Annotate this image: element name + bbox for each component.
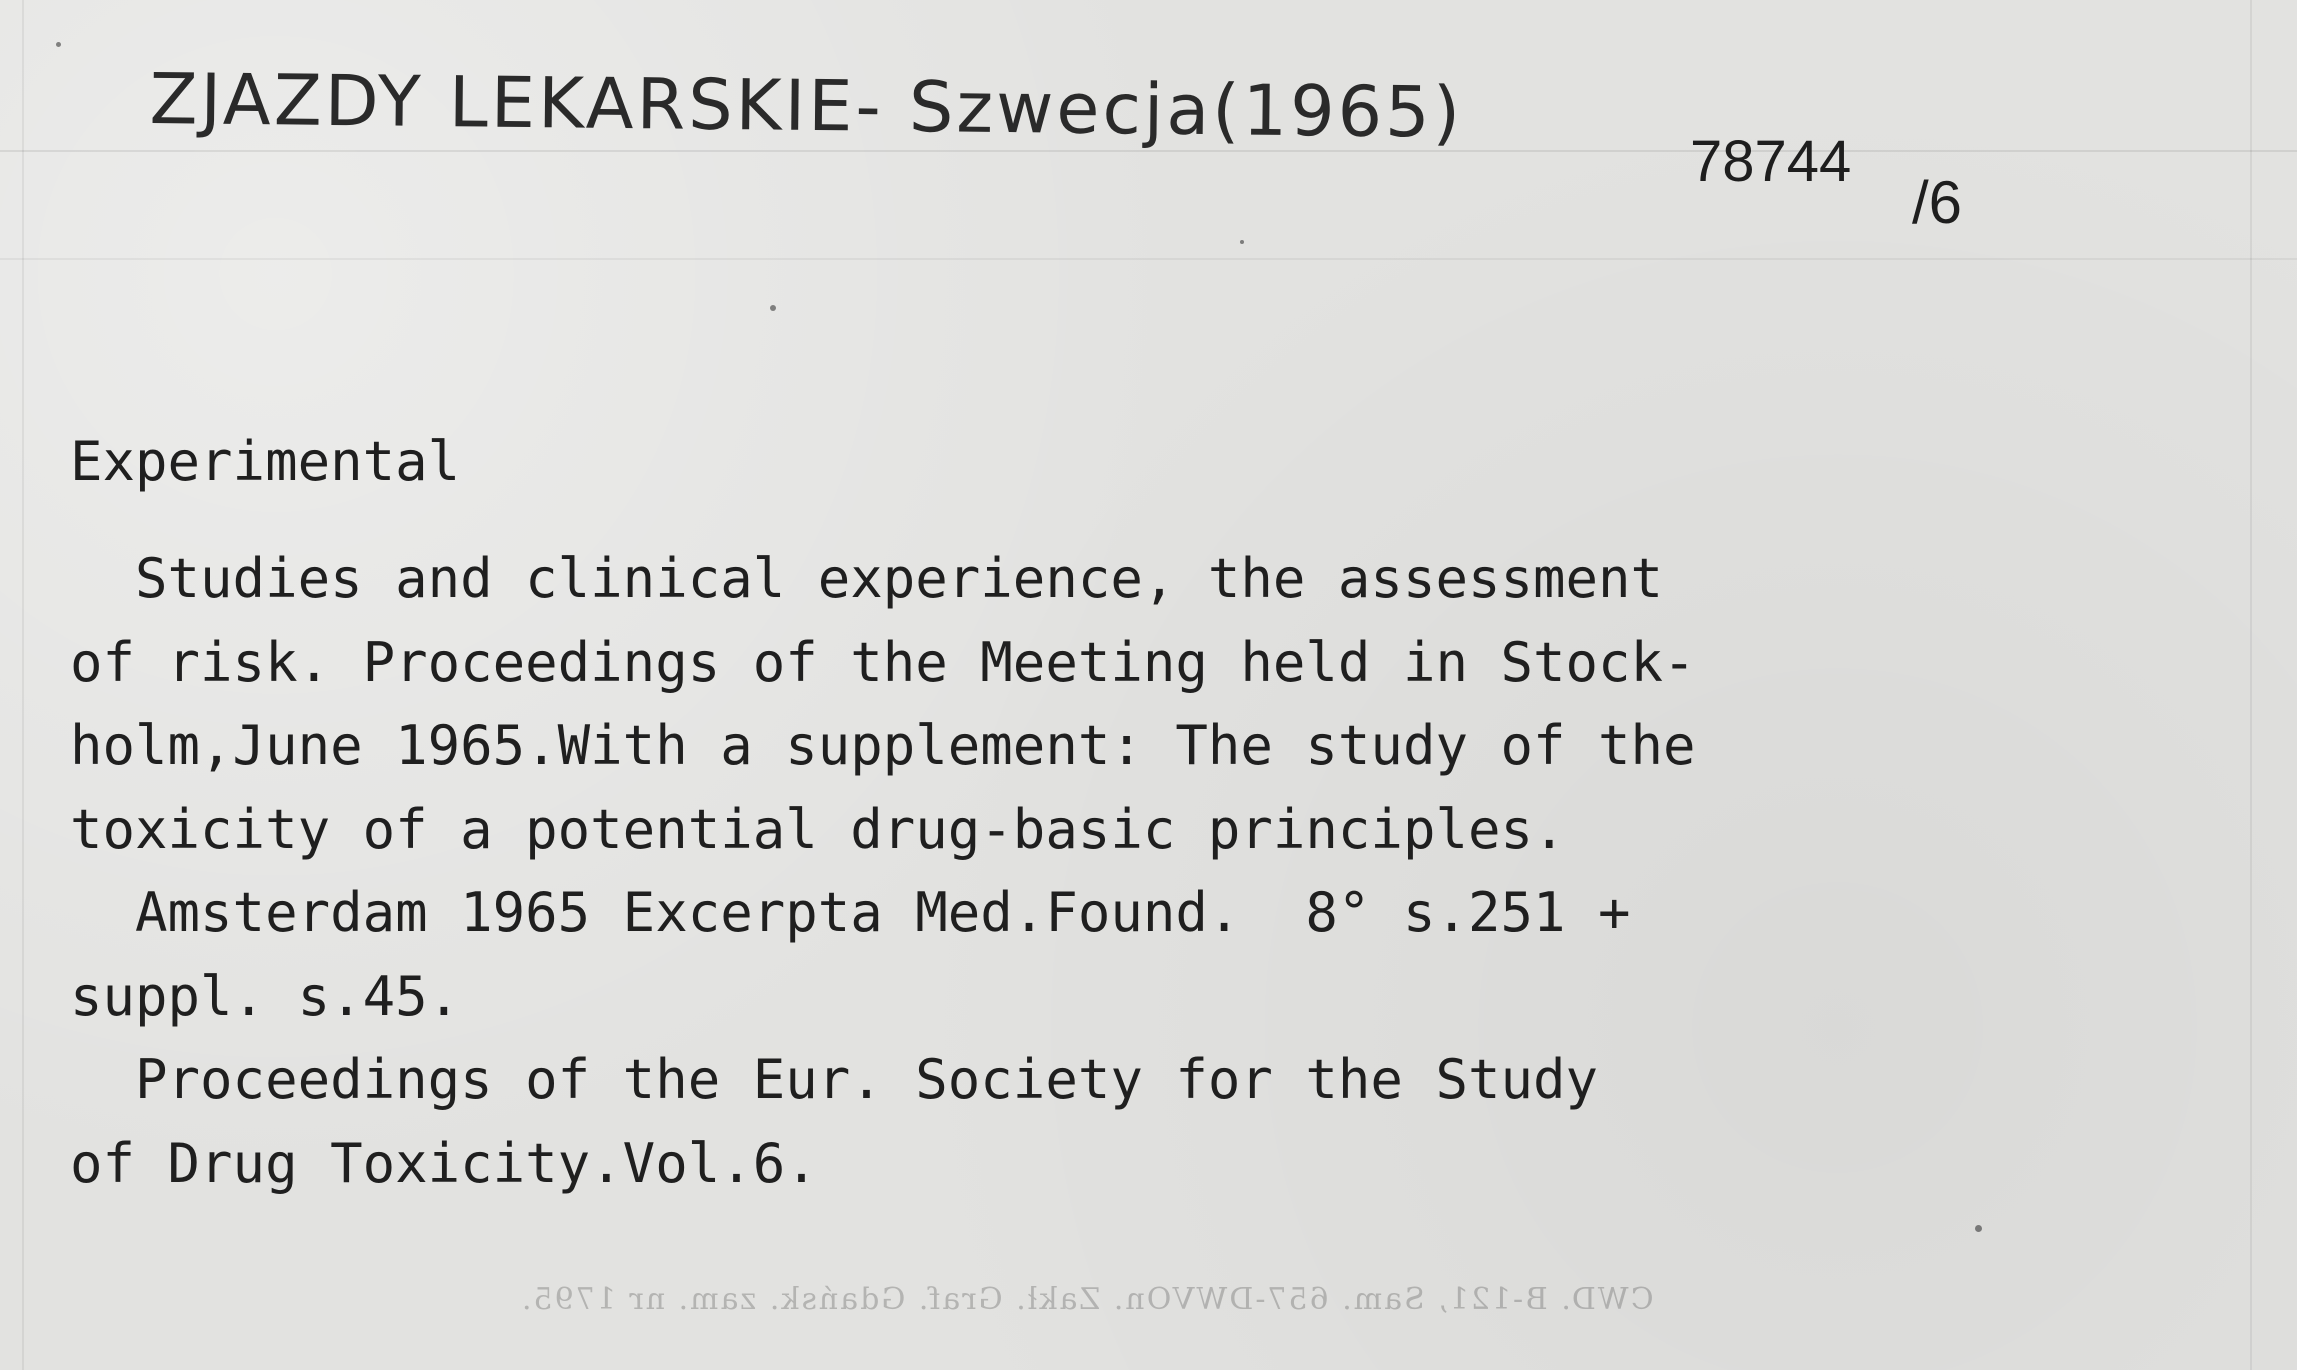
card-margin-line bbox=[2250, 0, 2252, 1370]
volume-number: /6 bbox=[1912, 169, 1963, 236]
card-line: of risk. Proceedings of the Meeting held in Stock- bbox=[70, 631, 1696, 694]
card-line-series: of Drug Toxicity.Vol.6. bbox=[70, 1132, 818, 1195]
card-subject-heading: ZJAZDY LEKARSKIE- Szwecja(1965) bbox=[149, 58, 1464, 154]
card-line-title: Experimental bbox=[70, 430, 461, 493]
card-line: toxicity of a potential drug-basic principles. bbox=[70, 798, 1566, 861]
call-number: 78744 bbox=[1690, 129, 1852, 194]
card-line: holm,June 1965.With a supplement: The study of the bbox=[70, 714, 1696, 777]
card-line-series: Proceedings of the Eur. Society for the Study bbox=[70, 1048, 1599, 1111]
paper-speck bbox=[1975, 1225, 1982, 1232]
paper-speck bbox=[1240, 240, 1244, 244]
card-margin-line bbox=[22, 0, 24, 1370]
card-line: Studies and clinical experience, the assessment bbox=[70, 547, 1664, 610]
card-line-imprint: Amsterdam 1965 Excerpta Med.Found. 8° s.251 + bbox=[70, 881, 1631, 944]
card-rule-line bbox=[0, 258, 2297, 260]
paper-speck bbox=[770, 305, 776, 311]
printer-imprint: CWD. B-121, Sam. 657-DWVOn. Zakł. Graf. Gdańsk. zam. nr 1795. bbox=[520, 1282, 1654, 1317]
paper-speck bbox=[56, 42, 61, 47]
card-line-imprint: suppl. s.45. bbox=[70, 965, 461, 1028]
